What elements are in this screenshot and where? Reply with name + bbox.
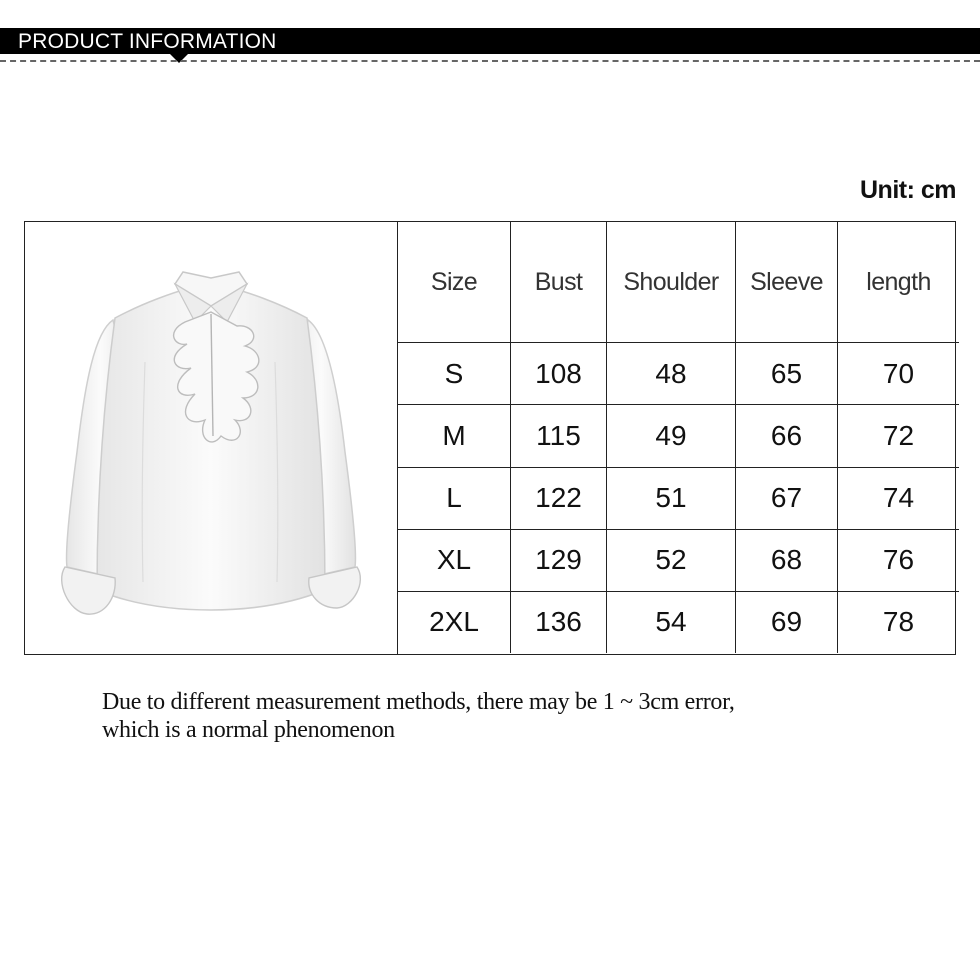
table-row	[398, 591, 959, 653]
cell-bust: 122	[511, 467, 607, 529]
cell-length: 74	[838, 467, 960, 529]
cell-size: L	[398, 467, 511, 529]
cell-size: XL	[398, 529, 511, 591]
cell-size: S	[398, 343, 511, 405]
cell-shoulder: 54	[607, 591, 736, 653]
table-row	[398, 529, 959, 591]
cell-length: 78	[838, 591, 960, 653]
cell-length: 76	[838, 529, 960, 591]
table-row	[398, 467, 959, 529]
cell-length: 70	[838, 343, 960, 405]
table-row	[398, 343, 959, 405]
cell-shoulder: 49	[607, 405, 736, 467]
cell-bust: 108	[511, 343, 607, 405]
cell-shoulder: 48	[607, 343, 736, 405]
product-info-banner	[0, 28, 980, 54]
cell-bust: 129	[511, 529, 607, 591]
table-row	[398, 405, 959, 467]
size-chart	[24, 221, 956, 655]
measurement-note	[102, 688, 922, 744]
banner-title: PRODUCT INFORMATION	[18, 30, 277, 53]
cell-size: M	[398, 405, 511, 467]
cell-shoulder: 51	[607, 467, 736, 529]
cell-sleeve: 66	[736, 405, 838, 467]
header-shoulder: Shoulder	[607, 222, 736, 343]
cell-shoulder: 52	[607, 529, 736, 591]
cell-bust: 136	[511, 591, 607, 653]
note-line-1: Due to different measurement methods, there may be 1 ~ 3cm error,	[102, 689, 735, 715]
cell-sleeve: 68	[736, 529, 838, 591]
cell-sleeve: 65	[736, 343, 838, 405]
dashed-divider	[0, 60, 980, 62]
cell-length: 72	[838, 405, 960, 467]
cell-bust: 115	[511, 405, 607, 467]
cell-size: 2XL	[398, 591, 511, 653]
header-size: Size	[398, 222, 511, 343]
product-photo-cell	[25, 222, 398, 654]
size-table	[398, 222, 959, 653]
header-sleeve: Sleeve	[736, 222, 838, 343]
table-header-row	[398, 222, 959, 343]
cell-sleeve: 67	[736, 467, 838, 529]
header-bust: Bust	[511, 222, 607, 343]
note-line-2: which is a normal phenomenon	[102, 717, 395, 743]
unit-label: Unit: cm	[860, 176, 956, 204]
header-length: length	[838, 222, 960, 343]
shirt-illustration	[25, 222, 396, 653]
cell-sleeve: 69	[736, 591, 838, 653]
